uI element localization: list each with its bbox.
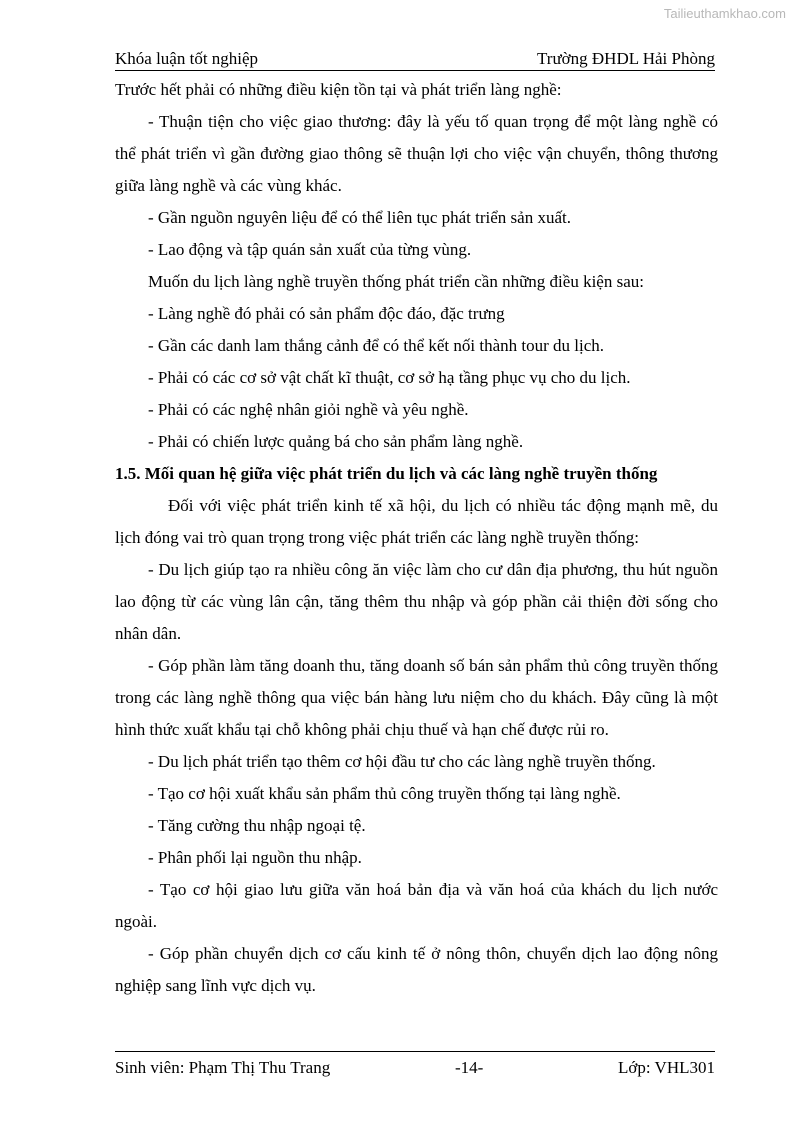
page-header xyxy=(115,48,715,71)
paragraph: - Phải có chiến lược quảng bá cho sản phẩm làng nghề. xyxy=(148,432,524,451)
paragraph: - Tăng cường thu nhập ngoại tệ. xyxy=(148,816,366,835)
paragraph: - Du lịch giúp tạo ra nhiều công ăn việc làm cho cư dân địa phương, thu hút nguồn lao động từ các vùng lân cận, tăng thêm thu nhập và góp phần cải thiện đời sống cho nhân dân. xyxy=(115,560,718,643)
paragraph: - Làng nghề đó phải có sản phẩm độc đáo, đặc trưng xyxy=(148,304,505,323)
footer-class: Lớp: VHL301 xyxy=(618,1058,715,1077)
header-thesis-title: Khóa luận tốt nghiệp xyxy=(115,49,259,68)
paragraph: - Thuận tiện cho việc giao thương: đây là yếu tố quan trọng để một làng nghề có thể phát triển vì gần đường giao thông sẽ thuận lợi cho việc vận chuyển, thông thương giữa làng nghề và các vùng khác. xyxy=(115,112,718,195)
page-number: -14- xyxy=(455,1058,484,1077)
paragraph: - Phải có các cơ sở vật chất kĩ thuật, cơ sở hạ tầng phục vụ cho du lịch. xyxy=(148,368,631,387)
paragraph: - Lao động và tập quán sản xuất của từng vùng. xyxy=(148,240,472,259)
paragraph: - Tạo cơ hội giao lưu giữa văn hoá bản địa và văn hoá của khách du lịch nước ngoài. xyxy=(115,880,718,931)
paragraph: - Tạo cơ hội xuất khẩu sản phẩm thủ công truyền thống tại làng nghề. xyxy=(148,784,621,803)
paragraph: - Du lịch phát triển tạo thêm cơ hội đầu tư cho các làng nghề truyền thống. xyxy=(148,752,656,771)
section-heading: 1.5. Mối quan hệ giữa việc phát triển du lịch và các làng nghề truyền thống xyxy=(115,464,658,483)
paragraph: - Phân phối lại nguồn thu nhập. xyxy=(148,848,362,867)
paragraph: Muốn du lịch làng nghề truyền thống phát triển cần những điều kiện sau: xyxy=(148,272,644,291)
paragraph: Đối với việc phát triển kinh tế xã hội, du lịch có nhiều tác động mạnh mẽ, du lịch đóng vai trò quan trọng trong việc phát triển các làng nghề truyền thống: xyxy=(115,496,718,547)
header-university: Trường ĐHDL Hải Phòng xyxy=(537,49,715,68)
footer-student: Sinh viên: Phạm Thị Thu Trang xyxy=(115,1058,331,1077)
paragraph: Trước hết phải có những điều kiện tồn tại và phát triển làng nghề: xyxy=(115,80,562,99)
page-footer xyxy=(115,1051,715,1080)
paragraph: - Gần nguồn nguyên liệu để có thể liên tục phát triển sản xuất. xyxy=(148,208,571,227)
page-content xyxy=(115,74,718,1002)
paragraph: - Góp phần chuyển dịch cơ cấu kinh tế ở nông thôn, chuyển dịch lao động nông nghiệp sang lĩnh vực dịch vụ. xyxy=(115,944,718,995)
paragraph: - Góp phần làm tăng doanh thu, tăng doanh số bán sản phẩm thủ công truyền thống trong các làng nghề thông qua việc bán hàng lưu niệm cho du khách. Đây cũng là một hình thức xuất khẩu tại chỗ không phải chịu thuế và hạn chế được rủi ro. xyxy=(115,656,718,739)
paragraph: - Gần các danh lam thắng cảnh để có thể kết nối thành tour du lịch. xyxy=(148,336,605,355)
watermark: Tailieuthamkhao.com xyxy=(663,6,786,21)
paragraph: - Phải có các nghệ nhân giỏi nghề và yêu nghề. xyxy=(148,400,469,419)
